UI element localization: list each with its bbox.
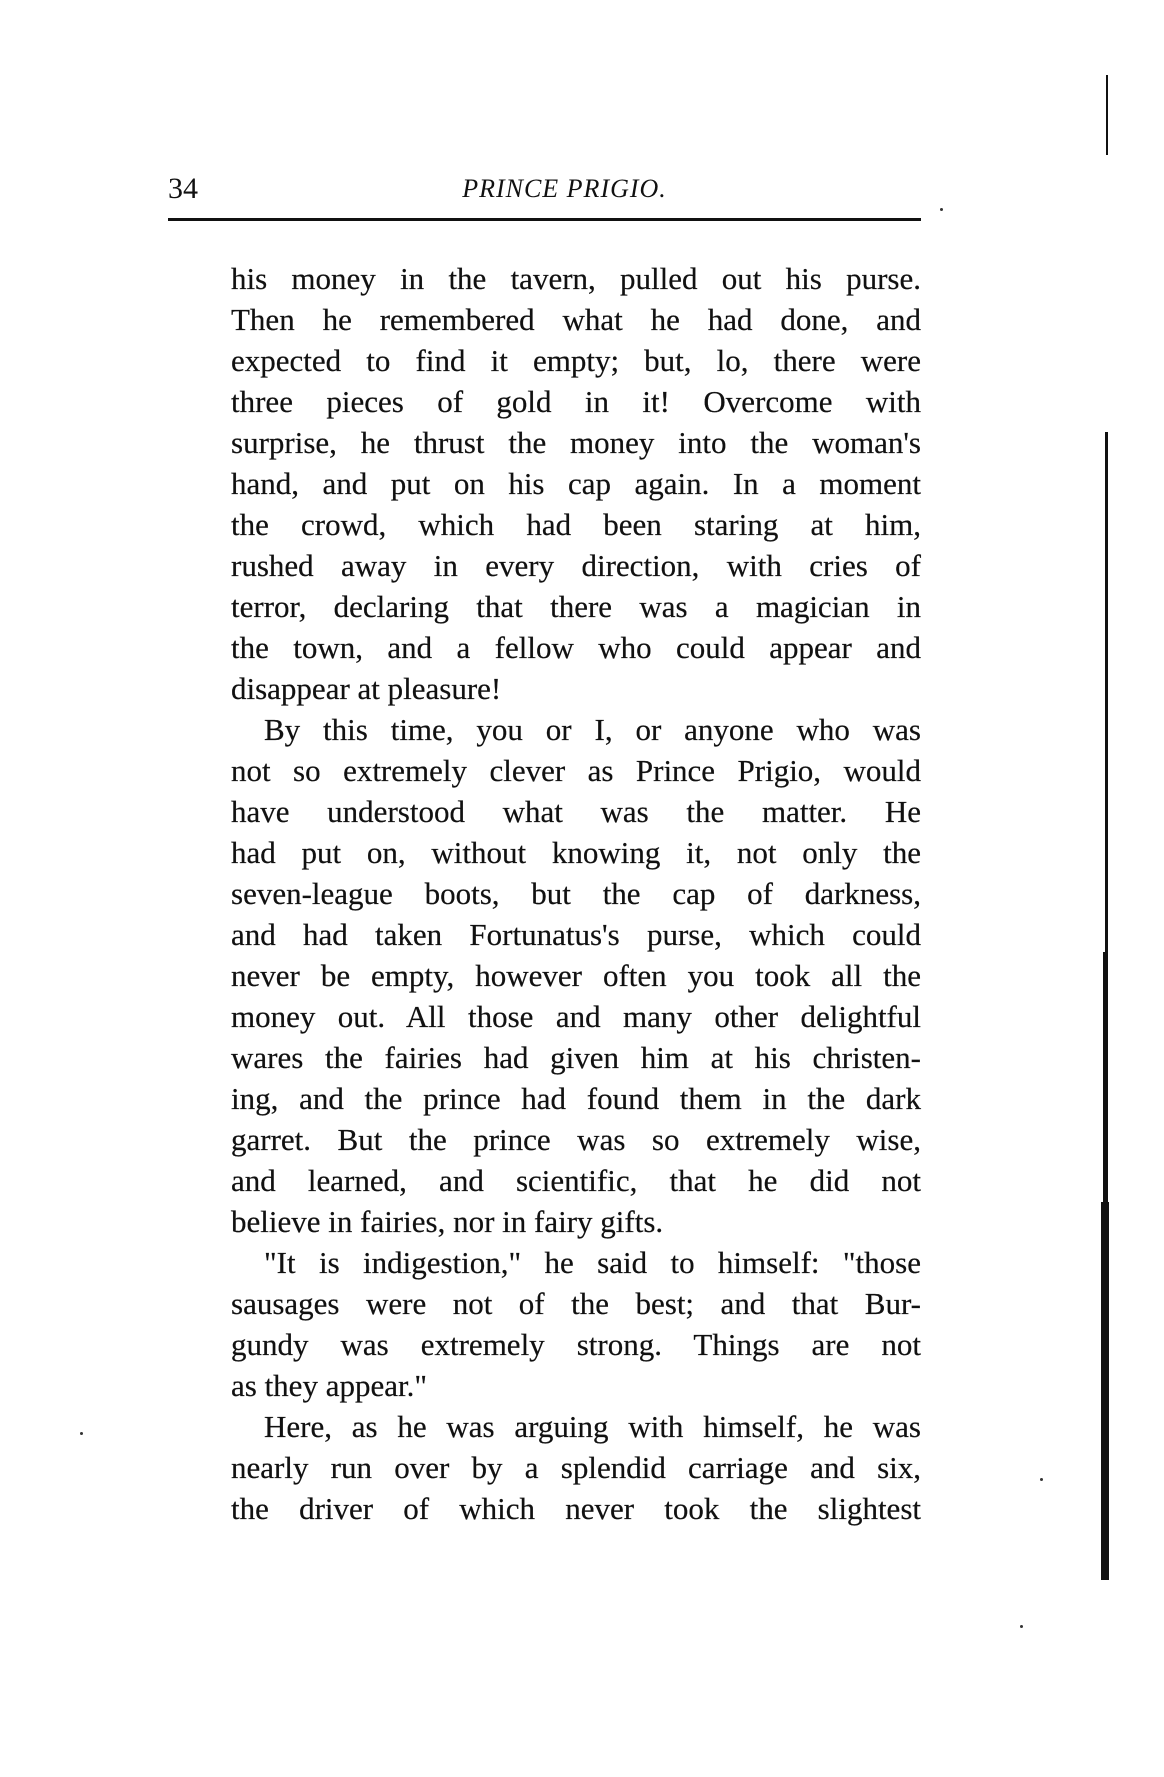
text-line: and had taken Fortunatus's purse, which could (231, 917, 921, 952)
text-line: terror, declaring that there was a magician in (231, 589, 921, 624)
text-line: expected to find it empty; but, lo, there were (231, 343, 921, 378)
text-line: rushed away in every direction, with cries of (231, 548, 921, 583)
text-line: gundy was extremely strong. Things are not (231, 1327, 921, 1362)
scan-speck (940, 208, 943, 211)
text-line: "It is indigestion," he said to himself: "those (264, 1245, 921, 1280)
text-line: disappear at pleasure! (231, 671, 502, 706)
text-line: garret. But the prince was so extremely wise, (231, 1122, 921, 1157)
text-line: By this time, you or I, or anyone who was (264, 712, 921, 747)
text-line: seven-league boots, but the cap of darkness, (231, 876, 921, 911)
text-line: surprise, he thrust the money into the woman's (231, 425, 921, 460)
running-header (168, 172, 921, 212)
text-line: sausages were not of the best; and that Bur- (231, 1286, 921, 1321)
scan-edge-mark (1103, 952, 1108, 1202)
scan-edge-mark (1106, 75, 1108, 155)
text-line: never be empty, however often you took all the (231, 958, 921, 993)
text-line: the crowd, which had been staring at him, (231, 507, 921, 542)
text-line: Here, as he was arguing with himself, he was (264, 1409, 921, 1444)
text-line: Then he remembered what he had done, and (231, 302, 921, 337)
running-title: PRINCE PRIGIO. (462, 174, 667, 203)
scan-speck (1020, 1625, 1023, 1628)
text-line: as they appear." (231, 1368, 427, 1403)
scan-edge-mark (1105, 432, 1108, 952)
scan-speck (1040, 1478, 1043, 1481)
text-line: three pieces of gold in it! Overcome with (231, 384, 921, 419)
text-line: had put on, without knowing it, not only the (231, 835, 921, 870)
scan-speck (80, 1432, 83, 1435)
text-line: money out. All those and many other delightful (231, 999, 921, 1034)
text-line: wares the fairies had given him at his christen- (231, 1040, 921, 1075)
text-line: his money in the tavern, pulled out his purse. (231, 261, 921, 296)
text-line: the driver of which never took the slightest (231, 1491, 921, 1526)
text-line: believe in fairies, nor in fairy gifts. (231, 1204, 664, 1239)
text-line: and learned, and scientific, that he did not (231, 1163, 921, 1198)
text-line: the town, and a fellow who could appear and (231, 630, 921, 665)
text-line: ing, and the prince had found them in the dark (231, 1081, 921, 1116)
text-line: nearly run over by a splendid carriage and six, (231, 1450, 921, 1485)
text-line: hand, and put on his cap again. In a moment (231, 466, 921, 501)
header-rule (168, 218, 921, 221)
page-number: 34 (168, 172, 198, 205)
text-line: have understood what was the matter. He (231, 794, 921, 829)
text-line: not so extremely clever as Prince Prigio, would (231, 753, 921, 788)
body-text (231, 258, 921, 1529)
scan-edge-mark (1101, 1202, 1109, 1580)
